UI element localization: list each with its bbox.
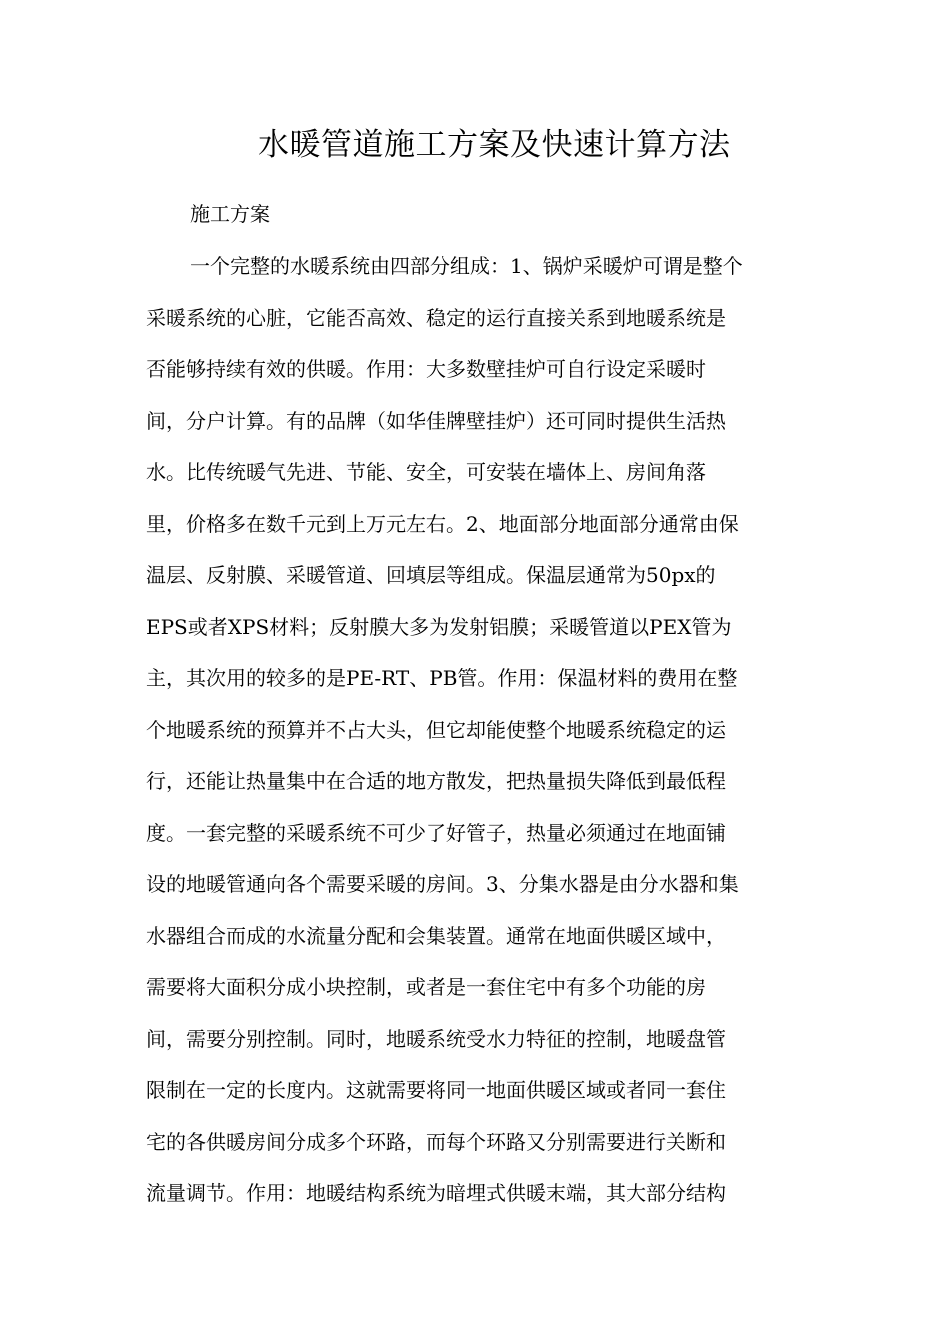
paragraph-line: 设的地暖管通向各个需要采暖的房间。3、分集水器是由分水器和集 <box>146 872 739 896</box>
paragraph-line: 水器组合而成的水流量分配和会集装置。通常在地面供暖区域中， <box>146 924 726 948</box>
paragraph-line: 间，需要分别控制。同时，地暖系统受水力特征的控制，地暖盘管 <box>146 1027 726 1051</box>
paragraph-line: 里，价格多在数千元到上万元左右。2、地面部分地面部分通常由保 <box>146 512 739 536</box>
paragraph-line: 行，还能让热量集中在合适的地方散发，把热量损失降低到最低程 <box>146 769 726 793</box>
paragraph-line: 采暖系统的心脏，它能否高效、稳定的运行直接关系到地暖系统是 <box>146 306 726 330</box>
paragraph-line: EPS或者XPS材料；反射膜大多为发射铝膜；采暖管道以PEX管为 <box>146 615 732 639</box>
paragraph-line: 宅的各供暖房间分成多个环路，而每个环路又分别需要进行关断和 <box>146 1130 726 1154</box>
paragraph-line: 温层、反射膜、采暖管道、回填层等组成。保温层通常为50px的 <box>146 563 716 587</box>
paragraph-line: 否能够持续有效的供暖。作用：大多数壁挂炉可自行设定采暖时 <box>146 357 706 381</box>
paragraph-line: 度。一套完整的采暖系统不可少了好管子，热量必须通过在地面铺 <box>146 821 726 845</box>
paragraph-line: 水。比传统暖气先进、节能、安全，可安装在墙体上、房间角落 <box>146 460 706 484</box>
paragraph-line: 需要将大面积分成小块控制，或者是一套住宅中有多个功能的房 <box>146 975 706 999</box>
paragraph-line: 流量调节。作用：地暖结构系统为暗埋式供暖末端，其大部分结构 <box>146 1181 726 1205</box>
paragraph-line: 个地暖系统的预算并不占大头，但它却能使整个地暖系统稳定的运 <box>146 718 726 742</box>
paragraph-line: 间，分户计算。有的品牌（如华佳牌壁挂炉）还可同时提供生活热 <box>146 409 726 433</box>
paragraph-line: 一个完整的水暖系统由四部分组成：1、锅炉采暖炉可谓是整个 <box>190 254 743 278</box>
paragraph-line: 主，其次用的较多的是PE-RT、PB管。作用：保温材料的费用在整 <box>146 666 738 690</box>
document-title: 水暖管道施工方案及快速计算方法 <box>258 127 731 163</box>
paragraph-line: 限制在一定的长度内。这就需要将同一地面供暖区域或者同一套住 <box>146 1078 726 1102</box>
section-heading: 施工方案 <box>190 202 270 226</box>
